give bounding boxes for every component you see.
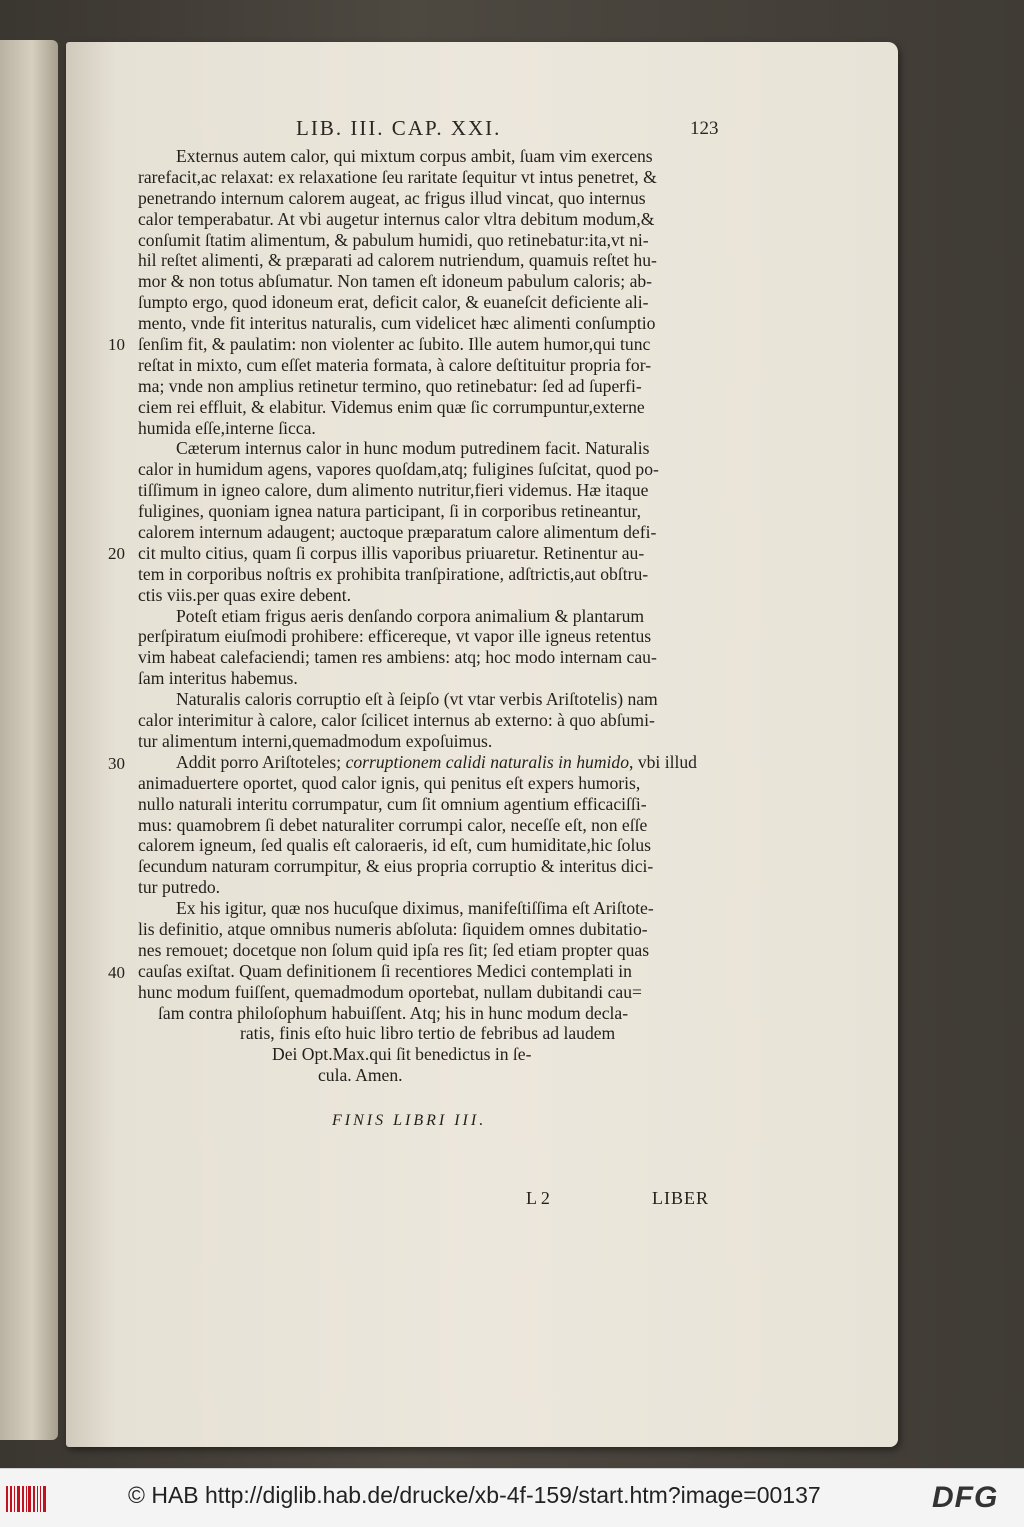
- text-line: ratis, finis eſto huic libro tertio de febribus ad laudem: [240, 1023, 616, 1044]
- barcode-icon: [6, 1486, 46, 1512]
- margin-line-number: 40: [108, 963, 125, 982]
- text-line: cit multo citius, quam ſi corpus illis vaporibus priuaretur. Retinentur au-: [138, 542, 645, 563]
- text-line: nullo naturali interitu corrumpatur, cum ſit omnium agentium efficaciſſi-: [138, 793, 647, 814]
- text-line: calor interimitur à calore, calor ſcilicet internus ab externo: à quo abſumi-: [138, 710, 655, 731]
- text-line: ſam interitus habemus.: [138, 668, 298, 689]
- text-line: mus: quamobrem ſi debet naturaliter corrumpi calor, neceſſe eſt, non eſſe: [138, 814, 648, 835]
- text-line: conſumit ſtatim alimentum, & pabulum humidi, quo retinebatur:ita,vt ni-: [138, 229, 649, 250]
- text-line: Cæterum internus calor in hunc modum putredinem facit. Naturalis: [176, 438, 650, 459]
- footer-bar: [0, 1468, 1024, 1527]
- text-line: hil reſtet alimenti, & præparati ad calorem nutriendum, quamuis reſtet hu-: [138, 250, 657, 271]
- text-line: ſecundum naturam corrumpitur, & eius propria corruptio & interitus dici-: [138, 856, 654, 877]
- text-line: Poteſt etiam frigus aeris denſando corpora animalium & plantarum: [176, 605, 645, 626]
- text-line: calorem igneum, ſed qualis eſt caloraeris, id eſt, cum humiditate,hic ſolus: [138, 835, 652, 856]
- finis-line: FINIS LIBRI III.: [332, 1112, 487, 1129]
- text-span: , vbi illud: [629, 751, 697, 772]
- text-line: fuligines, quoniam ignea natura participant, ſi in corporibus retineantur,: [138, 501, 642, 522]
- text-line: perſpiratum eiuſmodi prohibere: efficereque, vt vapor ille igneus retentus: [138, 626, 652, 647]
- text-line: tur alimentum interni,quemadmodum expoſuimus.: [138, 730, 493, 751]
- text-line: ma; vnde non amplius retinetur termino, quo retinebatur: ſed ad ſuperfi-: [138, 375, 642, 396]
- catchword: LIBER: [652, 1188, 709, 1208]
- text-line: ſumpto ergo, quod idoneum erat, deficit calor, & euaneſcit deficiente ali-: [138, 292, 649, 313]
- text-line: cula. Amen.: [318, 1065, 403, 1086]
- text-line: reſtat in mixto, cum eſſet materia formata, à calore deſtituitur propria for-: [138, 354, 652, 375]
- text-line: tem in corporibus noſtris ex prohibita tranſpiratione, adſtrictis,aut obſtru-: [138, 563, 649, 584]
- footer-credit-link[interactable]: © HAB http://diglib.hab.de/drucke/xb-4f-159/start.htm?image=00137: [128, 1482, 821, 1508]
- page-number: 123: [690, 118, 719, 139]
- signature-mark: L 2: [526, 1188, 550, 1208]
- dfg-logo: DFG: [932, 1481, 999, 1514]
- facing-page-edge: [0, 40, 58, 1440]
- text-line: vim habeat calefaciendi; tamen res ambiens: atq; hoc modo internam cau-: [138, 647, 657, 668]
- text-line: ciem rei effluit, & elabitur. Videmus enim quæ ſic corrumpuntur,externe: [138, 396, 645, 417]
- text-line: tiſſimum in igneo calore, dum alimento nutritur,fieri videmus. Hæ itaque: [138, 480, 649, 501]
- margin-line-number: 30: [108, 754, 125, 773]
- text-line: cauſas exiſtat. Quam definitionem ſi recentiores Medici contemplati in: [138, 960, 632, 981]
- text-line: mento, vnde fit interitus naturalis, cum videlicet hæc alimenti conſumptio: [138, 313, 656, 334]
- text-line: Externus autem calor, qui mixtum corpus ambit, ſuam vim exercens: [176, 146, 653, 166]
- text-line: penetrando internum calorem augeat, ac frigus illud vincat, quo internus: [138, 187, 646, 208]
- text-span: Addit porro Ariſtoteles;: [176, 751, 346, 772]
- margin-line-number: 10: [108, 335, 125, 354]
- text-line: calor in humidum agens, vapores quoſdam,atq; fuligines ſuſcitat, quod po-: [138, 459, 659, 480]
- text-line: hunc modum fuiſſent, quemadmodum oportebat, nullam dubitandi cau=: [138, 981, 642, 1002]
- text-line: ctis viis.per quas exire debent.: [138, 584, 352, 605]
- text-line: Naturalis caloris corruptio eſt à ſeipſo (vt vtar verbis Ariſtotelis) nam: [176, 689, 658, 710]
- text-block-1: [138, 146, 722, 1086]
- italic-quote: corruptionem calidi naturalis in humido: [345, 751, 630, 772]
- text-line: nes remouet; docetque non ſolum quid ipſa res ſit; ſed etiam propter quas: [138, 939, 650, 960]
- text-line: animaduertere oportet, quod calor ignis, qui penitus eſt expers humoris,: [138, 772, 641, 793]
- text-line: [138, 752, 722, 773]
- text-line: ſenſim fit, & paulatim: non violenter ac ſubito. Ille autem humor,qui tunc: [138, 334, 651, 355]
- text-line: mor & non totus abſumatur. Non tamen eſt idoneum pabulum caloris; ab-: [138, 271, 653, 292]
- text-line: calorem internum adaugent; auctoque præparatum calore alimentum defi-: [138, 522, 657, 543]
- text-line: rarefacit,ac relaxat: ex relaxatione ſeu raritate ſequitur vt intus penetret, &: [138, 166, 657, 187]
- running-head: LIB. III. CAP. XXI.: [296, 116, 502, 140]
- text-line: Dei Opt.Max.qui ſit benedictus in ſe-: [272, 1044, 532, 1065]
- margin-line-number: 20: [108, 544, 125, 563]
- text-line: ſam contra philoſophum habuiſſent. Atq; his in hunc modum decla-: [158, 1002, 629, 1023]
- text-line: tur putredo.: [138, 877, 221, 898]
- text-line: humida eſſe,interne ſicca.: [138, 417, 316, 438]
- text-line: lis definitio, atque omnibus numeris abſoluta: ſiquidem omnes dubitatio-: [138, 918, 648, 939]
- text-line: calor temperabatur. At vbi augetur internus calor vltra debitum modum,&: [138, 208, 655, 229]
- text-line: Ex his igitur, quæ nos hucuſque diximus, manifeſtiſſima eſt Ariſtote-: [176, 898, 654, 919]
